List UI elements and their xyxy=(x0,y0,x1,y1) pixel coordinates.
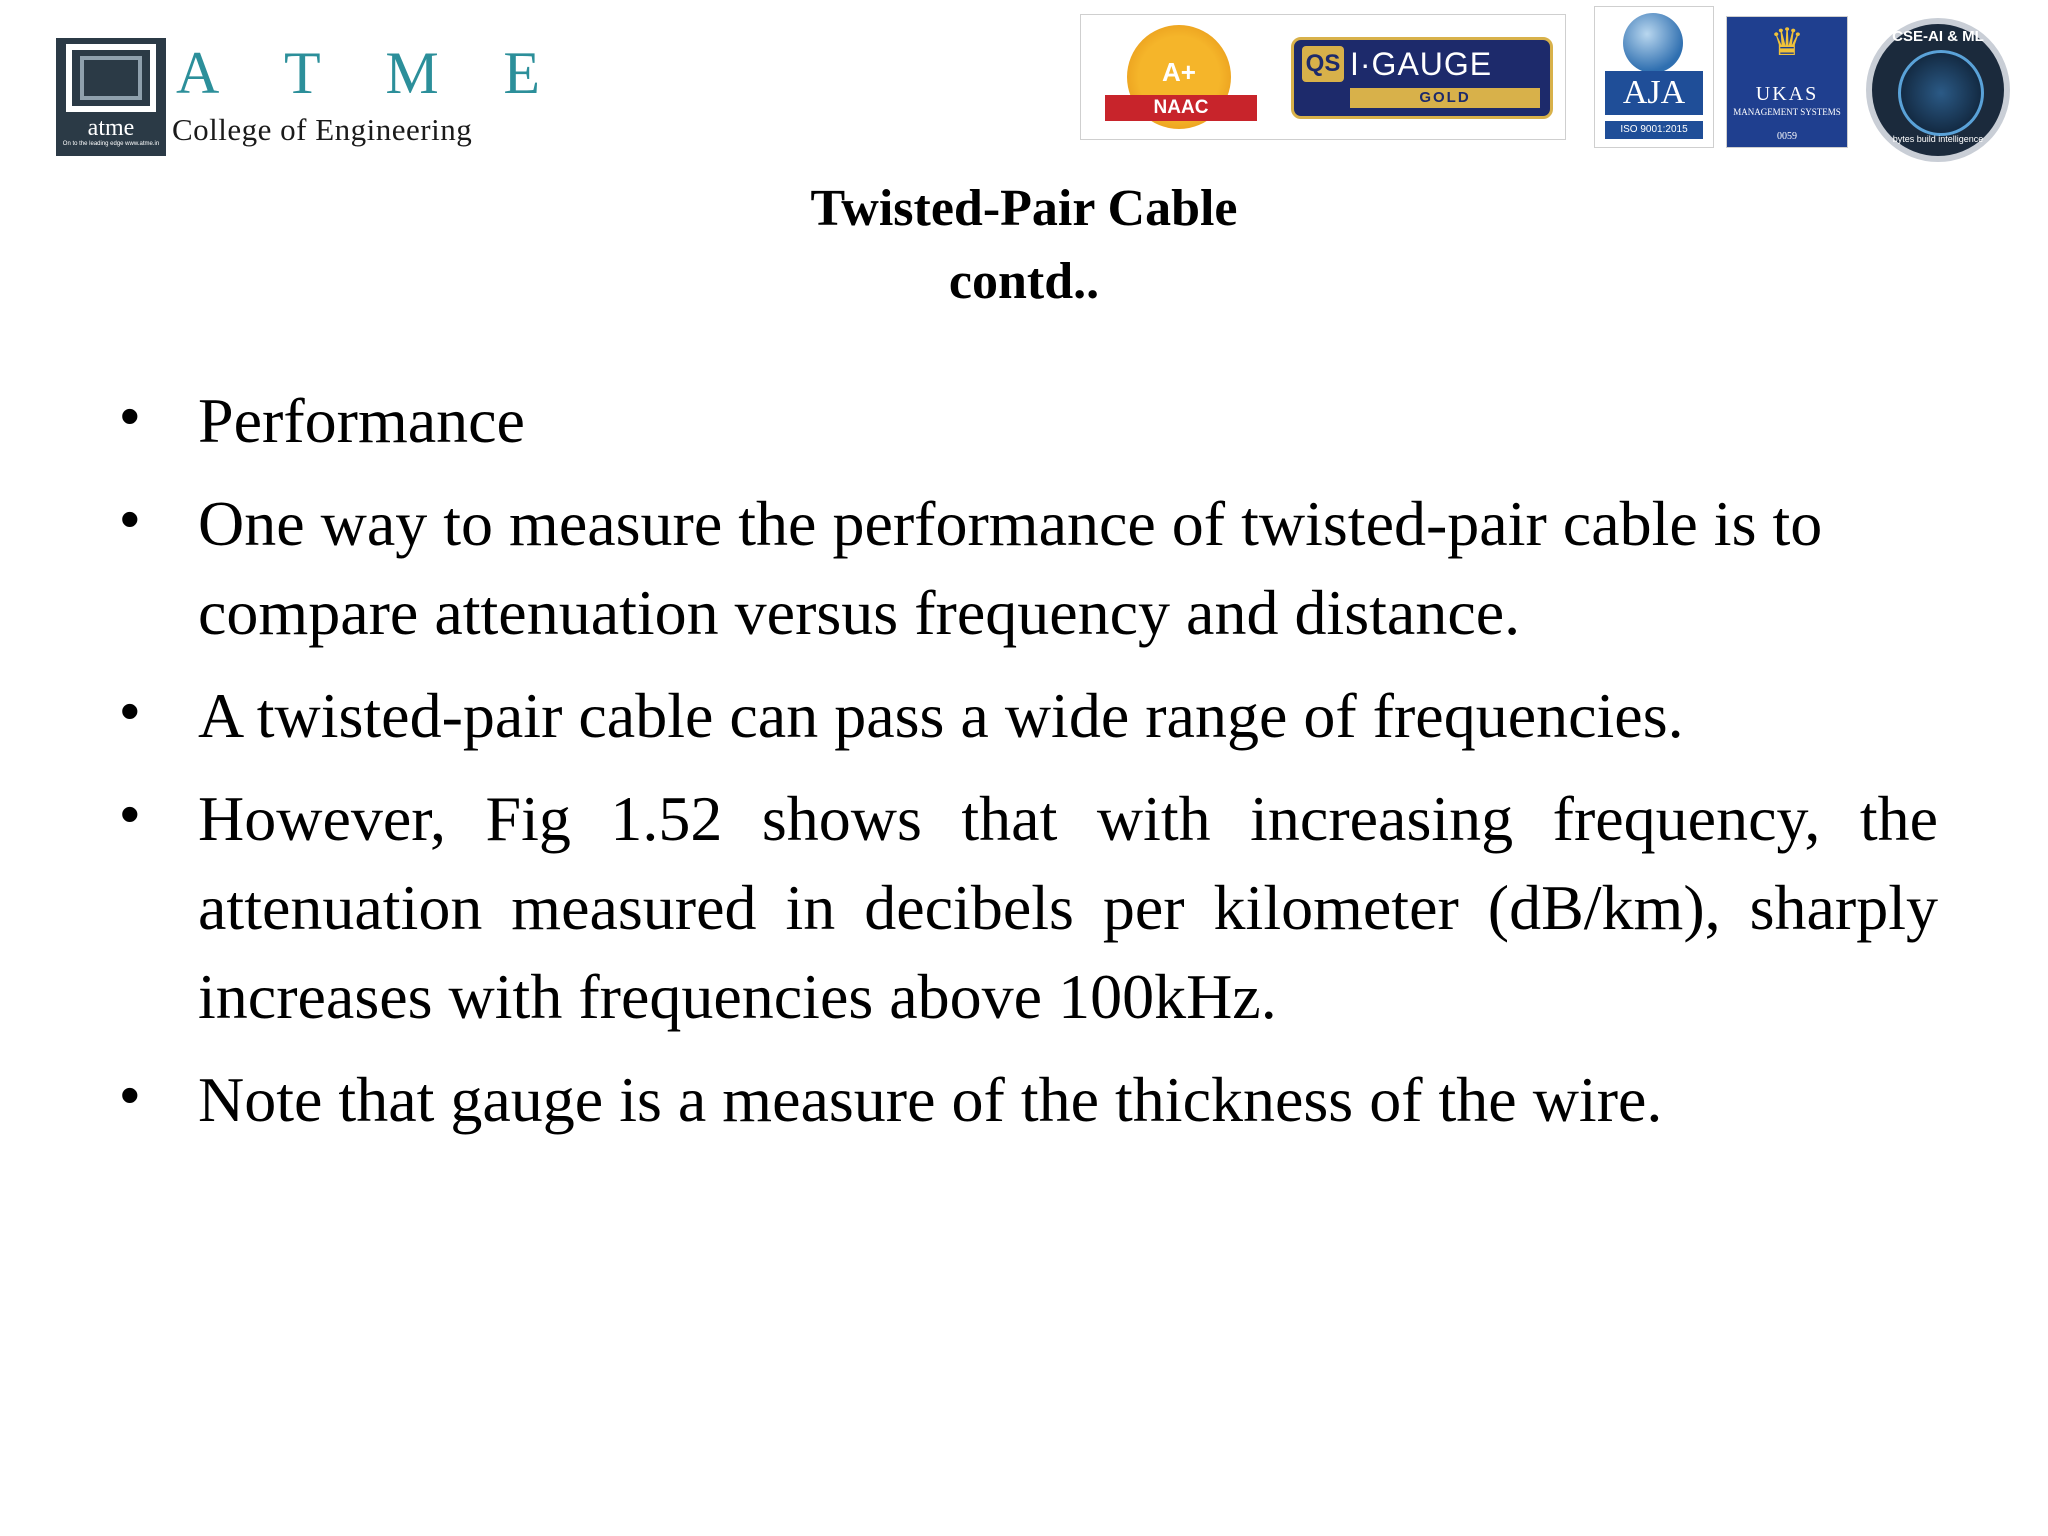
ukas-number: 0059 xyxy=(1777,131,1797,142)
logo-frame-icon xyxy=(66,44,156,112)
bullet-text: Performance xyxy=(198,385,525,456)
bullet-text: A twisted-pair cable can pass a wide range of frequencies. xyxy=(198,680,1684,751)
igauge-qs-mark: QS xyxy=(1302,46,1344,82)
slide-title-line-1: Twisted-Pair Cable xyxy=(810,180,1238,237)
bullet-text: However, Fig 1.52 shows that with increasing frequency, the attenuation measured in decibels per kilometer (dB/km), sharply increases with frequencies above 100kHz. xyxy=(198,783,1938,1032)
logo-letter-m: M xyxy=(385,40,439,106)
ukas-badge xyxy=(1726,16,1848,148)
aja-name: AJA xyxy=(1605,71,1703,115)
logo-tagline: On to the leading edge www.atme.in xyxy=(62,141,160,147)
bullet-icon: • xyxy=(120,384,140,447)
logo-letter-a: A xyxy=(176,40,220,106)
naac-badge xyxy=(1091,19,1271,137)
college-name: College of Engineering xyxy=(172,112,473,147)
ukas-subtitle: MANAGEMENT SYSTEMS xyxy=(1733,107,1841,117)
aja-badge xyxy=(1594,6,1714,148)
cse-badge-name: CSE-AI & ML xyxy=(1892,28,1984,45)
logo-letter-e: E xyxy=(503,40,540,106)
slide-title xyxy=(0,172,2048,318)
crown-icon: ♛ xyxy=(1769,22,1805,64)
bullet-item xyxy=(120,1055,1938,1144)
bullet-text: Note that gauge is a measure of the thickness of the wire. xyxy=(198,1064,1663,1135)
logo-short-name: atme xyxy=(87,115,135,141)
brain-circuit-icon xyxy=(1898,50,1984,136)
aja-certification: ISO 9001:2015 xyxy=(1605,121,1703,139)
slide-title-line-2: contd.. xyxy=(948,253,1100,310)
naac-label: NAAC xyxy=(1105,95,1257,121)
cse-aiml-badge xyxy=(1866,18,2010,162)
bullet-icon: • xyxy=(120,679,140,742)
bullet-item xyxy=(120,376,1938,465)
cse-badge-tagline: bytes build intelligence xyxy=(1892,134,1984,144)
logo-atme-letters xyxy=(176,38,540,108)
igauge-name: I·GAUGE xyxy=(1350,46,1493,82)
globe-icon xyxy=(1623,13,1683,73)
bullet-list xyxy=(120,376,1938,1158)
bullet-text: One way to measure the performance of twisted-pair cable is to compare attenuation versus frequency and distance. xyxy=(198,488,1823,648)
bullet-icon: • xyxy=(120,782,140,845)
naac-grade: A+ xyxy=(1162,57,1196,87)
college-logo xyxy=(56,38,540,158)
ukas-name: UKAS xyxy=(1755,83,1819,105)
igauge-badge xyxy=(1291,37,1553,119)
bullet-item xyxy=(120,479,1938,657)
igauge-level: GOLD xyxy=(1350,88,1540,108)
bullet-item xyxy=(120,774,1938,1041)
bullet-icon: • xyxy=(120,487,140,550)
accreditation-badges xyxy=(1080,14,1566,140)
bullet-item xyxy=(120,671,1938,760)
logo-letter-t: T xyxy=(284,40,321,106)
bullet-icon: • xyxy=(120,1063,140,1126)
college-logo-emblem xyxy=(56,38,166,156)
